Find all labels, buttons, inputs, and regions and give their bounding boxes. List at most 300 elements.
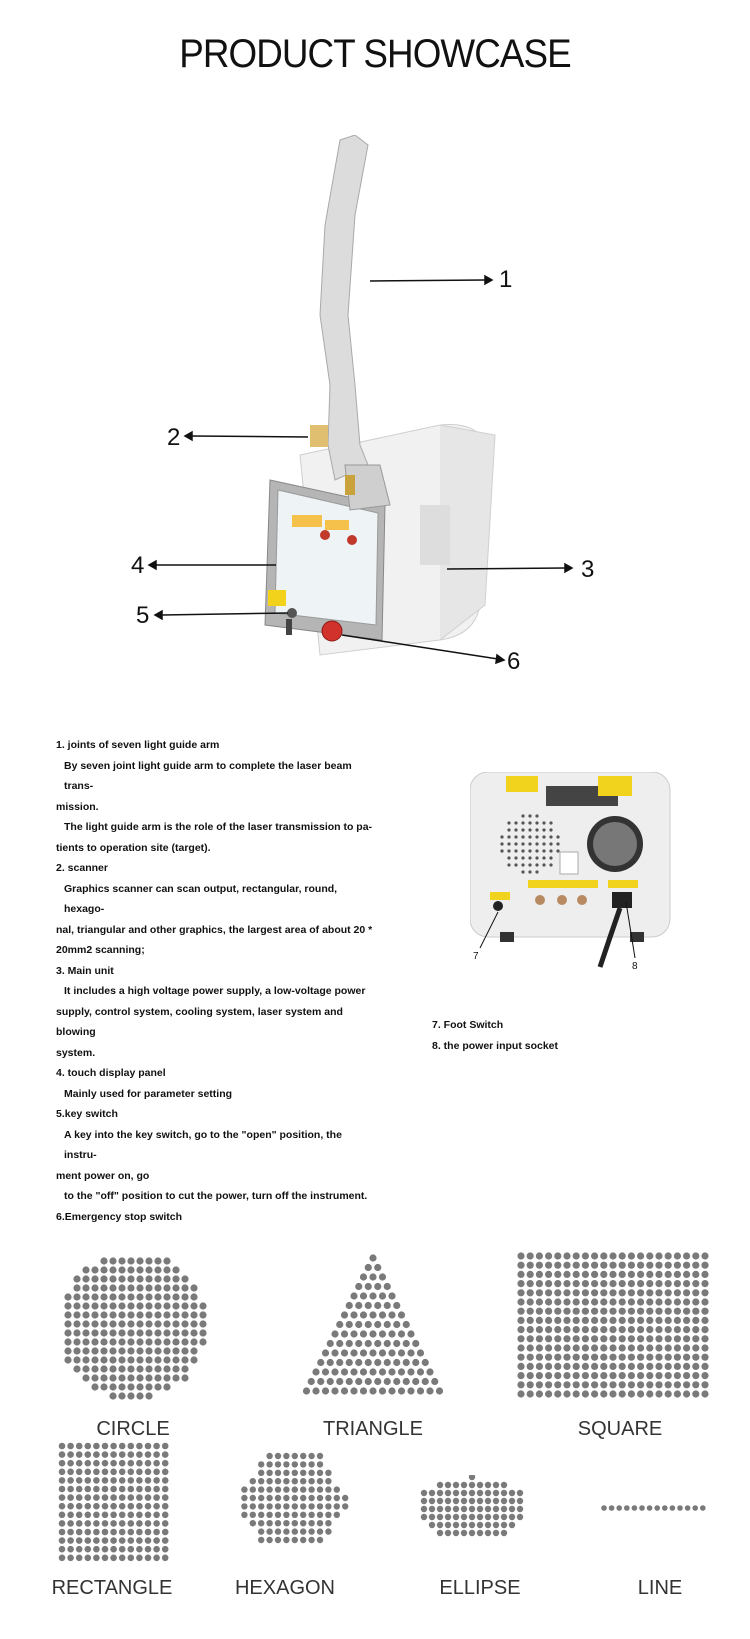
scan-dot	[145, 1537, 152, 1544]
scan-dot	[59, 1469, 66, 1476]
scan-dot	[154, 1266, 161, 1273]
scan-dot	[127, 1374, 134, 1381]
description-line: A key into the key switch, go to the "open" position, the instru-	[64, 1128, 342, 1161]
scan-dot	[241, 1512, 247, 1518]
scan-dot	[582, 1280, 589, 1287]
scan-dot	[100, 1329, 107, 1336]
scan-dot	[190, 1311, 197, 1318]
scan-dot	[517, 1335, 524, 1342]
scan-dot	[76, 1503, 83, 1510]
scan-dot	[545, 1317, 552, 1324]
scan-dot	[573, 1252, 580, 1259]
scan-dot	[109, 1347, 116, 1354]
scan-dot	[64, 1329, 71, 1336]
scan-dot	[545, 1252, 552, 1259]
scan-dot	[355, 1378, 362, 1385]
scan-dot	[646, 1381, 653, 1388]
scan-dot	[172, 1284, 179, 1291]
scan-dot	[545, 1308, 552, 1315]
scan-dot	[692, 1308, 699, 1315]
scan-dot	[674, 1280, 681, 1287]
scan-dot	[600, 1390, 607, 1397]
scan-dot	[163, 1365, 170, 1372]
scan-dot	[600, 1354, 607, 1361]
scan-dot	[292, 1495, 298, 1501]
scan-dot	[563, 1335, 570, 1342]
scan-dot	[563, 1344, 570, 1351]
scan-dot	[628, 1344, 635, 1351]
scan-dot	[384, 1340, 391, 1347]
scan-dot	[674, 1308, 681, 1315]
scan-dot	[64, 1338, 71, 1345]
scan-dot	[417, 1368, 424, 1375]
speaker-dot	[542, 828, 545, 831]
scan-dot	[59, 1477, 66, 1484]
scan-dot	[136, 1302, 143, 1309]
scan-dot	[509, 1490, 515, 1496]
scan-dot	[162, 1529, 169, 1536]
scan-dot	[628, 1326, 635, 1333]
scan-dot	[646, 1335, 653, 1342]
scan-dot	[501, 1506, 507, 1512]
scan-dot	[670, 1505, 676, 1511]
scan-dot	[64, 1347, 71, 1354]
scan-dot	[258, 1470, 264, 1476]
scan-dot	[334, 1503, 340, 1509]
scan-dot	[317, 1512, 323, 1518]
scan-dot	[379, 1349, 386, 1356]
scan-dot	[683, 1363, 690, 1370]
scan-dot	[331, 1330, 338, 1337]
scan-dot	[609, 1308, 616, 1315]
scan-dot	[346, 1321, 353, 1328]
scan-dot	[154, 1320, 161, 1327]
scan-dot	[582, 1390, 589, 1397]
scan-dot	[517, 1344, 524, 1351]
scan-dot	[437, 1506, 443, 1512]
scan-dot	[674, 1381, 681, 1388]
scan-dot	[162, 1537, 169, 1544]
scan-dot	[102, 1451, 109, 1458]
scan-dot	[609, 1344, 616, 1351]
hexagon-pattern	[234, 1452, 350, 1552]
scan-dot	[136, 1520, 143, 1527]
scan-dot	[300, 1503, 306, 1509]
scan-dot	[582, 1354, 589, 1361]
scan-dot	[127, 1365, 134, 1372]
scan-dot	[172, 1329, 179, 1336]
scan-dot	[616, 1505, 622, 1511]
scan-dot	[266, 1503, 272, 1509]
scan-dot	[136, 1392, 143, 1399]
scan-dot	[554, 1381, 561, 1388]
scan-dot	[250, 1478, 256, 1484]
scan-dot	[67, 1546, 74, 1553]
scan-dot	[628, 1363, 635, 1370]
scan-dot	[350, 1349, 357, 1356]
scan-dot	[453, 1506, 459, 1512]
scan-dot	[403, 1340, 410, 1347]
scan-dot	[517, 1308, 524, 1315]
scan-dot	[275, 1528, 281, 1534]
scan-dot	[501, 1482, 507, 1488]
scan-dot	[609, 1354, 616, 1361]
scan-dot	[102, 1460, 109, 1467]
scan-dot	[136, 1266, 143, 1273]
scan-dot	[692, 1372, 699, 1379]
scan-dot	[258, 1461, 264, 1467]
scan-dot	[554, 1335, 561, 1342]
scan-dot	[300, 1537, 306, 1543]
scan-dot	[554, 1252, 561, 1259]
scan-dot	[360, 1368, 367, 1375]
scan-dot	[398, 1387, 405, 1394]
scan-dot	[384, 1321, 391, 1328]
scan-dot	[331, 1368, 338, 1375]
scan-dot	[76, 1520, 83, 1527]
scan-dot	[118, 1392, 125, 1399]
scan-dot	[127, 1383, 134, 1390]
scan-dot	[145, 1512, 152, 1519]
scan-dot	[110, 1520, 117, 1527]
scan-dot	[628, 1289, 635, 1296]
scan-dot	[355, 1302, 362, 1309]
scan-dot	[573, 1271, 580, 1278]
scan-dot	[637, 1363, 644, 1370]
scan-dot	[308, 1486, 314, 1492]
scan-dot	[128, 1460, 135, 1467]
scan-dot	[398, 1349, 405, 1356]
speaker-dot	[528, 849, 531, 852]
scan-dot	[110, 1477, 117, 1484]
scan-dot	[701, 1308, 708, 1315]
scan-dot	[67, 1537, 74, 1544]
scan-dot	[647, 1505, 653, 1511]
scan-dot	[85, 1486, 92, 1493]
scan-dot	[163, 1284, 170, 1291]
scan-dot	[563, 1363, 570, 1370]
scan-dot	[692, 1335, 699, 1342]
scan-dot	[336, 1321, 343, 1328]
scan-dot	[127, 1347, 134, 1354]
scan-dot	[477, 1522, 483, 1528]
scan-dot	[509, 1506, 515, 1512]
description-line: system.	[56, 1046, 96, 1059]
scan-dot	[136, 1374, 143, 1381]
scan-dot	[266, 1537, 272, 1543]
scan-dot	[600, 1344, 607, 1351]
scan-dot	[136, 1469, 143, 1476]
scan-dot	[573, 1344, 580, 1351]
scan-dot	[109, 1365, 116, 1372]
speaker-dot	[556, 835, 559, 838]
description-line: supply, control system, cooling system, laser system and blowing	[56, 1005, 343, 1038]
scan-dot	[127, 1293, 134, 1300]
scan-dot	[163, 1293, 170, 1300]
scan-dot	[360, 1387, 367, 1394]
scan-dot	[145, 1284, 152, 1291]
scan-dot	[300, 1453, 306, 1459]
scan-dot	[91, 1320, 98, 1327]
scan-dot	[619, 1289, 626, 1296]
scan-dot	[701, 1326, 708, 1333]
scan-dot	[110, 1555, 117, 1562]
scan-dot	[136, 1311, 143, 1318]
scan-dot	[93, 1469, 100, 1476]
scan-dot	[266, 1478, 272, 1484]
scan-dot	[100, 1365, 107, 1372]
scan-dot	[637, 1344, 644, 1351]
scan-dot	[275, 1470, 281, 1476]
scan-dot	[181, 1374, 188, 1381]
scan-dot	[82, 1320, 89, 1327]
scan-dot	[163, 1311, 170, 1318]
scan-dot	[674, 1271, 681, 1278]
scan-dot	[637, 1335, 644, 1342]
scan-dot	[154, 1257, 161, 1264]
scan-dot	[136, 1460, 143, 1467]
scan-dot	[701, 1317, 708, 1324]
scan-dot	[369, 1254, 376, 1261]
scan-dot	[485, 1498, 491, 1504]
description-line: to the "off" position to cut the power, turn off the instrument.	[64, 1190, 368, 1202]
scan-dot	[154, 1383, 161, 1390]
scan-dot	[619, 1252, 626, 1259]
scan-dot	[181, 1275, 188, 1282]
speaker-dot	[549, 856, 552, 859]
scan-dot	[388, 1349, 395, 1356]
scan-dot	[674, 1317, 681, 1324]
scan-dot	[412, 1340, 419, 1347]
scan-dot	[628, 1335, 635, 1342]
scan-dot	[429, 1514, 435, 1520]
scan-dot	[398, 1368, 405, 1375]
speaker-dot	[514, 849, 517, 852]
scan-dot	[619, 1308, 626, 1315]
speaker-dot	[535, 842, 538, 845]
scan-dot	[341, 1387, 348, 1394]
scan-dot	[360, 1311, 367, 1318]
scan-dot	[477, 1490, 483, 1496]
scan-dot	[485, 1490, 491, 1496]
speaker-dot	[507, 821, 510, 824]
scan-dot	[73, 1356, 80, 1363]
scan-dot	[573, 1354, 580, 1361]
scan-dot	[283, 1495, 289, 1501]
scan-dot	[554, 1363, 561, 1370]
speaker-dot	[535, 863, 538, 866]
scan-dot	[162, 1486, 169, 1493]
scan-dot	[429, 1490, 435, 1496]
scan-dot	[360, 1349, 367, 1356]
description-line: 20mm2 scanning;	[56, 944, 145, 956]
scan-dot	[393, 1378, 400, 1385]
scan-dot	[145, 1494, 152, 1501]
speaker-dot	[521, 842, 524, 845]
scan-dot	[85, 1503, 92, 1510]
scan-dot	[91, 1284, 98, 1291]
scan-dot	[325, 1486, 331, 1492]
scan-dot	[527, 1262, 534, 1269]
scan-dot	[674, 1326, 681, 1333]
scan-dot	[199, 1338, 206, 1345]
speaker-dot	[535, 849, 538, 852]
scan-dot	[350, 1330, 357, 1337]
scan-dot	[429, 1498, 435, 1504]
scan-dot	[59, 1494, 66, 1501]
scan-dot	[127, 1392, 134, 1399]
scan-dot	[374, 1321, 381, 1328]
rectangle-pattern	[56, 1440, 174, 1565]
scan-dot	[93, 1529, 100, 1536]
scan-dot	[154, 1302, 161, 1309]
scan-dot	[407, 1387, 414, 1394]
scan-dot	[275, 1478, 281, 1484]
scan-dot	[646, 1271, 653, 1278]
scan-dot	[153, 1469, 160, 1476]
scan-dot	[591, 1298, 598, 1305]
scan-dot	[127, 1311, 134, 1318]
scan-dot	[517, 1326, 524, 1333]
description-line: 1. joints of seven light guide arm	[56, 739, 220, 751]
scan-dot	[136, 1546, 143, 1553]
scan-dot	[128, 1555, 135, 1562]
scan-dot	[665, 1372, 672, 1379]
scan-dot	[591, 1390, 598, 1397]
scan-dot	[85, 1555, 92, 1562]
scan-dot	[102, 1520, 109, 1527]
scan-dot	[388, 1292, 395, 1299]
scan-dot	[331, 1387, 338, 1394]
scan-dot	[73, 1329, 80, 1336]
scan-dot	[110, 1469, 117, 1476]
scan-dot	[600, 1289, 607, 1296]
line-pattern	[600, 1503, 710, 1513]
scan-dot	[181, 1320, 188, 1327]
scan-dot	[334, 1495, 340, 1501]
scan-dot	[554, 1344, 561, 1351]
scan-dot	[591, 1381, 598, 1388]
scan-dot	[154, 1374, 161, 1381]
scan-dot	[646, 1344, 653, 1351]
scan-dot	[162, 1477, 169, 1484]
scan-dot	[573, 1262, 580, 1269]
scan-dot	[73, 1275, 80, 1282]
scan-dot	[350, 1368, 357, 1375]
speaker-dot	[535, 828, 538, 831]
scan-dot	[163, 1275, 170, 1282]
scan-dot	[258, 1495, 264, 1501]
scan-dot	[303, 1387, 310, 1394]
scan-dot	[341, 1368, 348, 1375]
scan-dot	[275, 1512, 281, 1518]
scan-dot	[190, 1293, 197, 1300]
scan-dot	[102, 1494, 109, 1501]
scan-dot	[674, 1372, 681, 1379]
scan-dot	[365, 1283, 372, 1290]
scan-dot	[600, 1372, 607, 1379]
scan-dot	[407, 1349, 414, 1356]
scan-dot	[118, 1257, 125, 1264]
scan-dot	[258, 1528, 264, 1534]
speaker-dot	[542, 842, 545, 845]
scan-dot	[190, 1329, 197, 1336]
description-line: 6.Emergency stop switch	[56, 1210, 183, 1223]
scan-dot	[665, 1335, 672, 1342]
scan-dot	[346, 1302, 353, 1309]
scan-dot	[628, 1381, 635, 1388]
scan-dot	[325, 1520, 331, 1526]
callout-3: 3	[581, 556, 595, 583]
scan-dot	[517, 1280, 524, 1287]
speaker-dot	[514, 828, 517, 831]
scan-dot	[136, 1329, 143, 1336]
scan-dot	[554, 1390, 561, 1397]
scan-dot	[360, 1330, 367, 1337]
scan-dot	[118, 1311, 125, 1318]
scan-dot	[91, 1338, 98, 1345]
speaker-dot	[521, 814, 524, 817]
scan-dot	[181, 1284, 188, 1291]
scan-dot	[100, 1257, 107, 1264]
scan-dot	[554, 1262, 561, 1269]
scan-dot	[692, 1289, 699, 1296]
speaker-dot	[528, 842, 531, 845]
scan-dot	[275, 1520, 281, 1526]
scan-dot	[545, 1298, 552, 1305]
scan-dot	[292, 1520, 298, 1526]
scan-dot	[674, 1252, 681, 1259]
scan-dot	[674, 1298, 681, 1305]
scan-dot	[162, 1494, 169, 1501]
scan-dot	[701, 1354, 708, 1361]
scan-dot	[64, 1320, 71, 1327]
scan-dot	[536, 1317, 543, 1324]
scan-dot	[637, 1390, 644, 1397]
scan-dot	[469, 1482, 475, 1488]
scan-dot	[517, 1363, 524, 1370]
scan-dot	[461, 1506, 467, 1512]
scan-dot	[701, 1390, 708, 1397]
scan-dot	[493, 1482, 499, 1488]
scan-dot	[128, 1503, 135, 1510]
scan-dot	[379, 1387, 386, 1394]
scan-dot	[628, 1262, 635, 1269]
scan-dot	[493, 1506, 499, 1512]
scan-dot	[591, 1372, 598, 1379]
scan-dot	[609, 1252, 616, 1259]
scan-dot	[241, 1495, 247, 1501]
scan-dot	[76, 1477, 83, 1484]
scan-dot	[93, 1477, 100, 1484]
scan-dot	[258, 1478, 264, 1484]
description-line: Mainly used for parameter setting	[64, 1087, 233, 1100]
square-pattern	[515, 1250, 715, 1405]
scan-dot	[545, 1381, 552, 1388]
scan-dot	[674, 1262, 681, 1269]
scan-dot	[118, 1302, 125, 1309]
scan-dot	[312, 1387, 319, 1394]
scan-dot	[91, 1365, 98, 1372]
scan-dot	[136, 1486, 143, 1493]
scan-dot	[619, 1262, 626, 1269]
scan-dot	[445, 1482, 451, 1488]
label-square: SQUARE	[577, 1418, 663, 1440]
scan-dot	[683, 1317, 690, 1324]
scan-dot	[283, 1478, 289, 1484]
scan-dot	[67, 1443, 74, 1450]
scan-dot	[346, 1359, 353, 1366]
